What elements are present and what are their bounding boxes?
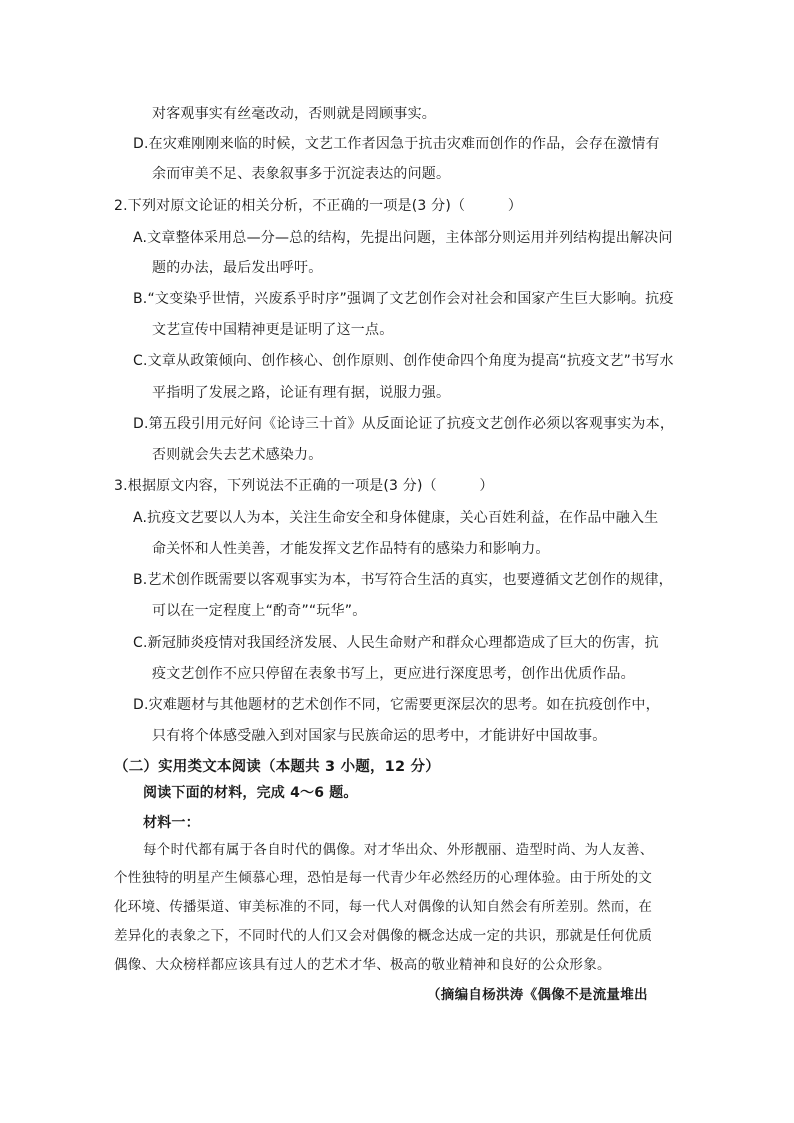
section-heading: （二）实用类文本阅读（本题共 3 小题，12 分） xyxy=(114,759,440,775)
reading-instruction: 阅读下面的材料，完成 4～6 题。 xyxy=(143,785,358,801)
option-b-line: B.艺术创作既需要以客观事实为本，书写符合生活的真实，也要遵循文艺创作的规律， xyxy=(133,572,673,588)
option-a-line: A.文章整体采用总—分—总的结构，先提出问题，主体部分则运用并列结构提出解决问 xyxy=(133,230,673,246)
material-text-line: 每个时代都有属于各自时代的偶像。对才华出众、外形靓丽、造型时尚、为人友善、 xyxy=(143,842,654,858)
paragraph-line: 只有将个体感受融入到对国家与民族命运的思考中，才能讲好中国故事。 xyxy=(152,728,607,744)
option-c-line: C.文章从政策倾向、创作核心、创作原则、创作使命四个角度为提高“抗疫文艺”书写水 xyxy=(133,353,674,369)
paragraph-line: 否则就会失去艺术感染力。 xyxy=(152,447,323,463)
source-citation: （摘编自杨洪涛《偶像不是流量堆出 xyxy=(427,987,648,1003)
option-d-line: D.在灾难刚刚来临的时候，文艺工作者因急于抗击灾难而创作的作品，会存在激情有 xyxy=(133,136,660,152)
option-c-line: C.新冠肺炎疫情对我国经济发展、人民生命财产和群众心理都造成了巨大的伤害，抗 xyxy=(133,635,659,651)
paragraph-line: 文艺宣传中国精神更是证明了这一点。 xyxy=(152,322,394,338)
material-text-line: 差异化的表象之下，不同时代的人们又会对偶像的概念达成一定的共识，那就是任何优质 xyxy=(114,928,653,944)
material-one-label: 材料一： xyxy=(143,815,200,831)
material-text-line: 个性独特的明星产生倾慕心理，恐怕是每一代青少年必然经历的心理体验。由于所处的文 xyxy=(114,870,653,886)
question-2: 2.下列对原文论证的相关分析，不正确的一项是(3 分)（ ） xyxy=(114,198,523,214)
material-text-line: 偶像、大众榜样都应该具有过人的艺术才华、极高的敬业精神和良好的公众形象。 xyxy=(114,957,611,973)
option-d-line: D.灾难题材与其他题材的艺术创作不同，它需要更深层次的思考。如在抗疫创作中， xyxy=(133,697,660,713)
paragraph-line: 余而审美不足、表象叙事多于沉淀表达的问题。 xyxy=(152,166,451,182)
paragraph-line: 对客观事实有丝毫改动，否则就是罔顾事实。 xyxy=(152,106,436,122)
paragraph-line: 可以在一定程度上“酌奇”“玩华”。 xyxy=(152,603,367,619)
paragraph-line: 平指明了发展之路，论证有理有据，说服力强。 xyxy=(152,385,451,401)
paragraph-line: 题的办法，最后发出呼吁。 xyxy=(152,260,323,276)
question-3: 3.根据原文内容，下列说法不正确的一项是(3 分)（ ） xyxy=(114,478,494,494)
material-text-line: 化环境、传播渠道、审美标准的不同，每一代人对偶像的认知自然会有所差别。然而，在 xyxy=(114,899,653,915)
paragraph-line: 命关怀和人性美善，才能发挥文艺作品特有的感染力和影响力。 xyxy=(152,541,550,557)
option-a-line: A.抗疫文艺要以人为本，关注生命安全和身体健康，关心百姓利益，在作品中融入生 xyxy=(133,510,659,526)
paragraph-line: 疫文艺创作不应只停留在表象书写上，更应进行深度思考，创作出优质作品。 xyxy=(152,666,635,682)
option-d-line: D.第五段引用元好问《论诗三十首》从反面论证了抗疫文艺创作必须以客观事实为本， xyxy=(133,416,675,432)
option-b-line: B.“文变染乎世情，兴废系乎时序”强调了文艺创作会对社会和国家产生巨大影响。抗疫 xyxy=(133,291,674,307)
